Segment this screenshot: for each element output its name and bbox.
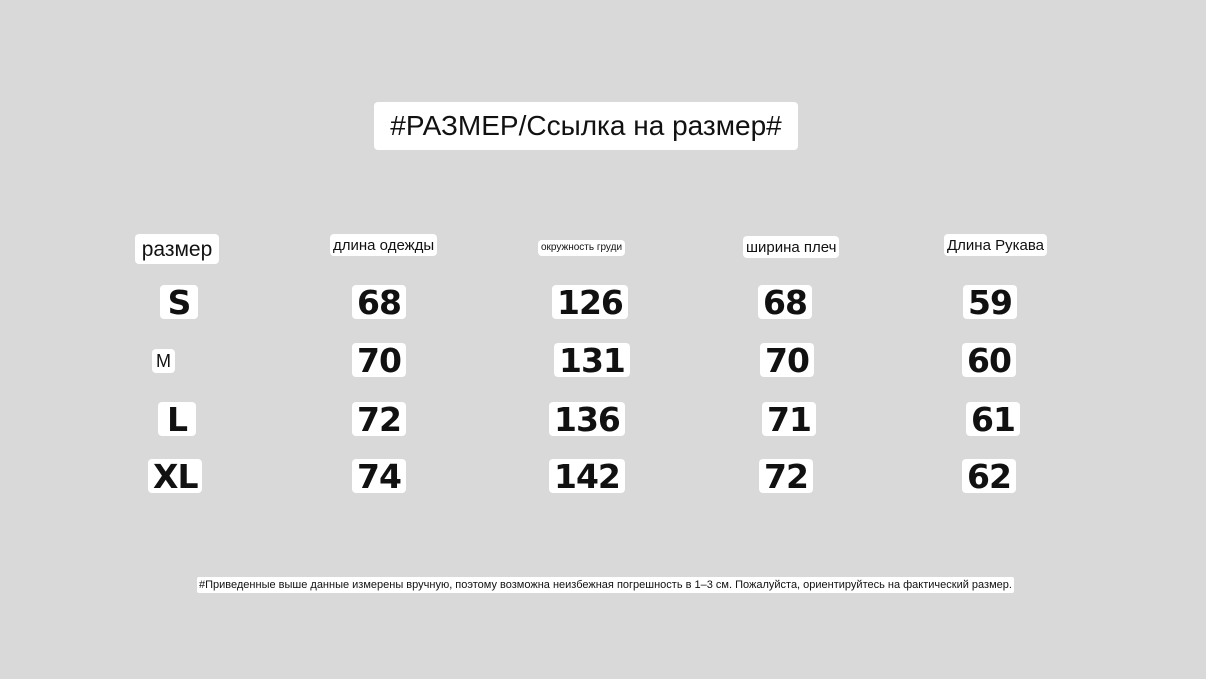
page-title: #РАЗМЕР/Ссылка на размер# bbox=[374, 102, 798, 150]
header-shoulder-width: ширина плеч bbox=[743, 236, 839, 258]
table-cell: 131 bbox=[554, 343, 630, 377]
table-cell: 142 bbox=[549, 459, 625, 493]
table-cell: 72 bbox=[352, 402, 406, 436]
header-garment-length: длина одежды bbox=[330, 234, 437, 256]
table-cell: 71 bbox=[762, 402, 816, 436]
header-size: размер bbox=[135, 234, 219, 264]
table-cell: 70 bbox=[352, 343, 406, 377]
table-cell: 68 bbox=[352, 285, 406, 319]
size-label: M bbox=[152, 349, 175, 373]
table-cell: 126 bbox=[552, 285, 628, 319]
table-cell: 70 bbox=[760, 343, 814, 377]
table-cell: 59 bbox=[963, 285, 1017, 319]
table-cell: 68 bbox=[758, 285, 812, 319]
size-label: XL bbox=[148, 459, 202, 493]
size-label: L bbox=[158, 402, 196, 436]
measurement-note: #Приведенные выше данные измерены вручную, поэтому возможна неизбежная погрешность в 1–3 см. Пожалуйста, ориентируйтесь на фактический размер. bbox=[197, 577, 1014, 593]
size-label: S bbox=[160, 285, 198, 319]
table-cell: 62 bbox=[962, 459, 1016, 493]
table-cell: 61 bbox=[966, 402, 1020, 436]
table-cell: 60 bbox=[962, 343, 1016, 377]
table-cell: 72 bbox=[759, 459, 813, 493]
header-sleeve-length: Длина Рукава bbox=[944, 234, 1047, 256]
table-cell: 74 bbox=[352, 459, 406, 493]
table-cell: 136 bbox=[549, 402, 625, 436]
header-chest: окружность груди bbox=[538, 240, 625, 256]
